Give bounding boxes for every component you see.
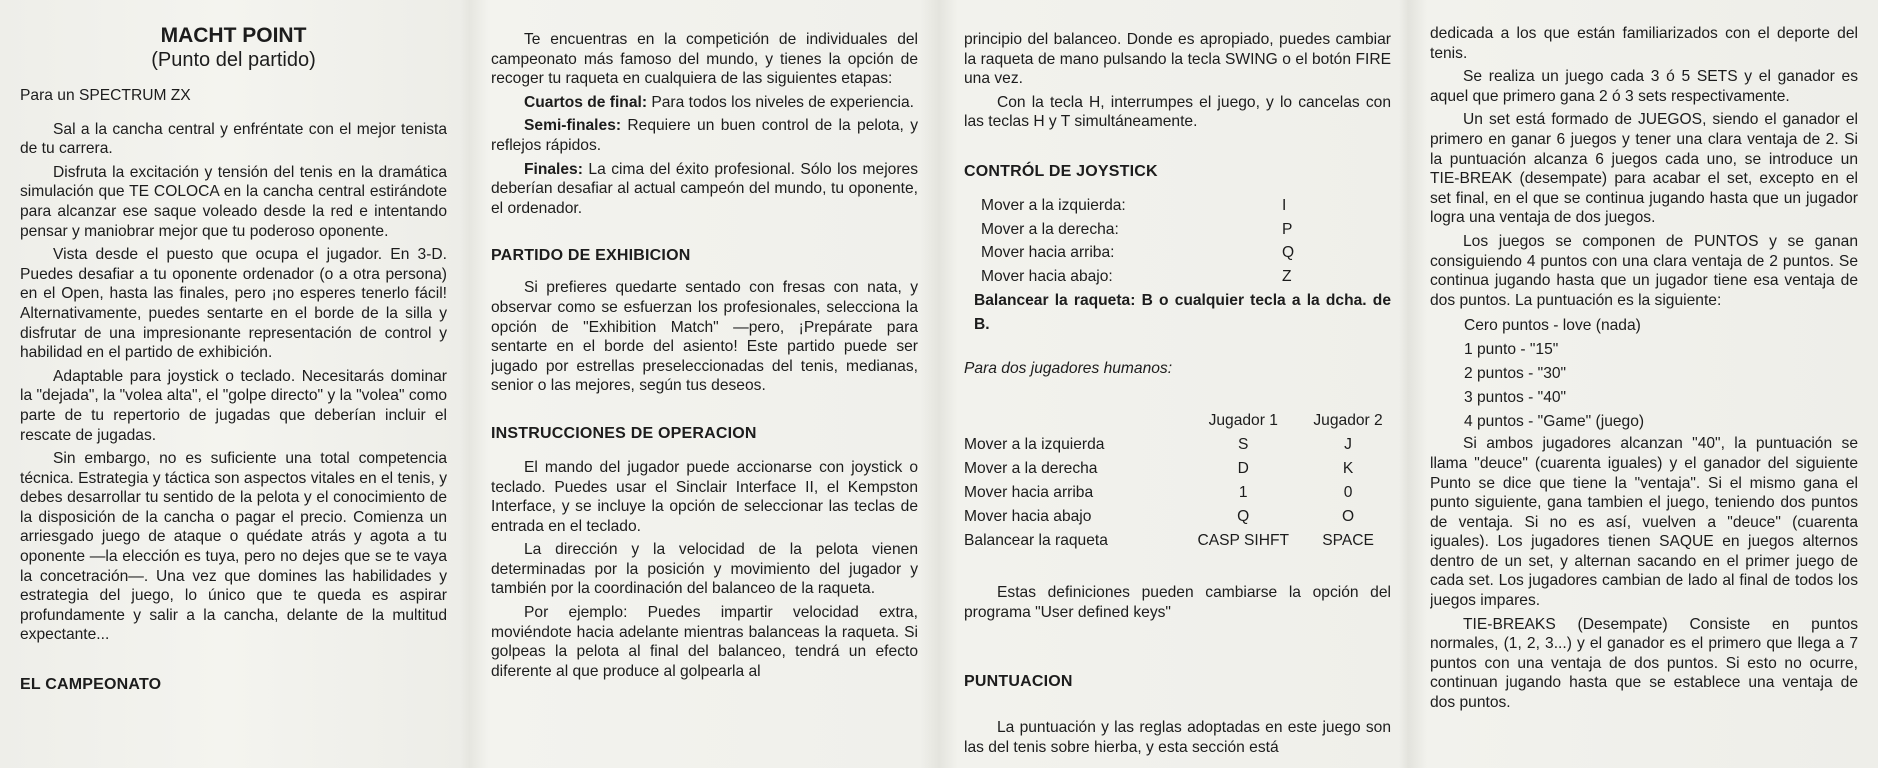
page-title: MACHT POINT [160, 24, 307, 47]
control-key: Z [1282, 267, 1292, 285]
table-cell: O [1341, 508, 1355, 526]
section-heading-puntuacion: PUNTUACION [964, 673, 1073, 691]
paragraph: Los juegos se componen de PUNTOS y se ganan consiguiendo 4 puntos con una clara ventaja de 2 puntos. Se continua jugando hasta que un jugador tiene esa ventaja de dos puntos. La puntuación es la siguiente: [1430, 232, 1858, 309]
list-item: 1 punto - "15" [1464, 341, 1559, 359]
control-label: Mover hacia arriba: [981, 244, 1115, 262]
table-cell: D [1237, 460, 1249, 478]
score-list [1430, 314, 1858, 434]
paragraph: dedicada a los que están familiarizados con el deporte del tenis. [1430, 25, 1858, 62]
table-row [964, 457, 1391, 481]
table-cell: Mover a la izquierda [964, 436, 1105, 454]
swing-instruction: Balancear la raqueta: B o cualquier tecla a la dcha. de B. [974, 292, 1391, 334]
table-cell: S [1238, 436, 1249, 454]
list-item: Cero puntos - love (nada) [1464, 317, 1641, 335]
control-row [964, 265, 1391, 289]
control-key: I [1282, 196, 1287, 214]
control-label: Mover a la derecha: [981, 220, 1119, 238]
stage-text: Para todos los niveles de experiencia. [647, 93, 915, 111]
section-heading-campeonato: EL CAMPEONATO [20, 676, 162, 694]
stage-label: Cuartos de final: [524, 93, 648, 111]
stage-text: La cima del éxito profesional. Sólo los mejores deberían desafiar al actual campeón del mundo, tu oponente, el ordenador. [491, 160, 918, 217]
control-key: P [1282, 220, 1293, 238]
table-cell: Q [1237, 508, 1250, 526]
stage-cuartos [491, 93, 918, 113]
table-row [964, 529, 1391, 553]
control-row [964, 194, 1391, 218]
control-label: Mover a la izquierda: [981, 196, 1126, 214]
table-cell: 0 [1343, 484, 1353, 502]
control-row [964, 241, 1391, 265]
paragraph: La puntuación y las reglas adoptadas en este juego son las del tenis sobre hierba, y esta sección está [964, 719, 1391, 756]
table-header-row [964, 409, 1391, 433]
table-cell: SPACE [1322, 532, 1374, 550]
table-header-cell [964, 409, 1181, 433]
control-row [964, 218, 1391, 242]
platform-line: Para un SPECTRUM ZX [20, 87, 191, 104]
table-cell: J [1344, 436, 1352, 454]
table-row [964, 481, 1391, 505]
control-label: Mover hacia abajo: [981, 267, 1113, 285]
list-item: 3 puntos - "40" [1464, 389, 1567, 407]
stage-semi [491, 116, 918, 155]
column-2 [491, 0, 918, 768]
paragraph: El mando del jugador puede accionarse con joystick o teclado. Puedes usar el Sinclair Interface II, el Kempston Interface, y se incluye la opción de seleccionar las teclas de entrada en el teclado. [491, 458, 918, 535]
two-player-table [964, 409, 1391, 553]
paragraph: La dirección y la velocidad de la pelota vienen determinadas por la posición y movimiento del jugador y también por la coordinación del balanceo de la raqueta. [491, 541, 918, 598]
paragraph: Se realiza un juego cada 3 ó 5 SETS y el ganador es aquel que primero gana 2 ó 3 sets respectivamente. [1430, 68, 1858, 105]
table-header-cell: Jugador 2 [1313, 412, 1383, 430]
stage-finales [491, 160, 918, 219]
two-players-label: Para dos jugadores humanos: [964, 360, 1173, 378]
table-row [964, 505, 1391, 529]
paragraph: Con la tecla H, interrumpes el juego, y lo cancelas con las teclas H y T simultáneamente. [964, 93, 1391, 131]
column-1 [20, 0, 447, 768]
paragraph: principio del balanceo. Donde es apropiado, puedes cambiar la raqueta de mano pulsando la tecla SWING o el botón FIRE una vez. [964, 31, 1391, 88]
table-cell: CASP SIHFT [1197, 532, 1290, 550]
paragraph: Estas definiciones pueden cambiarse la opción del programa "User defined keys" [964, 583, 1391, 621]
paragraph: Adaptable para joystick o teclado. Necesitarás dominar la "dejada", la "volea alta", el "golpe directo" y la "volea" como parte de tu repertorio de jugadas que deberían incluir el rescate de jugadas. [20, 367, 447, 444]
section-heading-instrucciones: INSTRUCCIONES DE OPERACION [491, 424, 757, 442]
paragraph: TIE-BREAKS (Desempate) Consiste en puntos normales, (1, 2, 3...) y el ganador es el primero que llega a 7 puntos con una ventaja de dos puntos. Si esto no ocurre, continuan jugando hasta que se establece una ventaja de dos puntos. [1430, 615, 1858, 712]
stage-label: Finales: [524, 160, 583, 178]
paragraph: Por ejemplo: Puedes impartir velocidad extra, moviéndote hacia adelante mientras balanceas la raqueta. Si golpeas la pelota al final del balanceo, tendrá un efecto diferente al que produce al golpearla al [491, 604, 918, 680]
table-cell: Mover hacia abajo [964, 508, 1092, 526]
table-cell: Mover a la derecha [964, 460, 1098, 478]
paragraph: Un set está formado de JUEGOS, siendo el ganador el primero en ganar 6 juegos y tener una clara ventaja de 2. Si la puntuación alcanza 6 juegos cada uno, se introduce un TIE-BREAK (desempate) para acabar el set, excepto en el set final, en el que se continua jugando hasta que un jugador logra una ventaja de dos juegos. [1430, 111, 1858, 227]
joystick-controls [964, 194, 1391, 288]
paragraph: Te encuentras en la competición de individuales del campeonato más famoso del mundo, y tienes la opción de recoger tu raqueta en cualquiera de las siguientes etapas: [491, 31, 918, 88]
paragraph: Vista desde el puesto que ocupa el jugador. En 3-D. Puedes desafiar a tu oponente ordenador (o a otra persona) en el Open, hasta las finales, pero ¡no esperes tenerlo fácil! Alternativamente, puedes sentarte en el borde de la silla y disfrutar de una impresionante representación de control y habilidad en el partido de exhibición. [20, 246, 447, 362]
paragraph: Si prefieres quedarte sentado con fresas con nata, y observar como se esfuerzan los profesionales, selecciona la opción de "Exhibition Match" —pero, ¡Prepárate para sentarte en el borde del asiento! Este partido puede ser jugado por estrellas preseleccionadas del tenis, medianas, senior o las mejores, según tus deseos. [491, 279, 918, 395]
section-heading-exhibicion: PARTIDO DE EXHIBICION [491, 247, 691, 265]
paragraph: Sal a la cancha central y enfréntate con el mejor tenista de tu carrera. [20, 120, 447, 158]
page-subtitle: (Punto del partido) [151, 49, 316, 71]
list-item: 4 puntos - "Game" (juego) [1464, 413, 1645, 431]
paragraph: Disfruta la excitación y tensión del tenis en la dramática simulación que TE COLOCA en la cancha central estirándote para alcanzar ese saque voleado desde la red e intentando pensar y maniobrar mejor que tu poderoso oponente. [20, 163, 447, 240]
paragraph: Si ambos jugadores alcanzan "40", la puntuación se llama "deuce" (cuarenta iguales) y el ganador del siguiente Punto se dice que tiene la "ventaja". Si el mismo gana el punto siguiente, gana tambien el juego, teniendo dos puntos de ventaja. Si no es así, vuelven a "deuce" (cuarenta iguales). Los jugadores tienen SAQUE en juegos alternos dentro de un set, y alternan sacando en el primer juego de cada set. Los jugadores cambian de lado al final de todos los juegos impares. [1430, 435, 1858, 610]
stage-label: Semi-finales: [524, 117, 622, 135]
paragraph: Sin embargo, no es suficiente una total competencia técnica. Estrategia y táctica son aspectos vitales en el tenis, y debes desarrollar tu sentido de la pelota y el conocimiento de la disposición de la cancha o pagar el precio. Comienza un arriesgado juego de ataque o quédate atrás y agota a tu oponente —la elección es tuya, pero no dejes que se te vaya la concetración—. Una vez que domines las habilidades y estrategia del juego, lo único que te queda es aspirar profundamente y salir a la cancha, delante de la multitud expectante... [20, 450, 447, 644]
list-item: 2 puntos - "30" [1464, 365, 1567, 383]
column-3 [964, 0, 1391, 768]
stage-text: Requiere un buen control de la pelota, y reflejos rápidos. [491, 117, 918, 154]
section-heading-joystick: CONTRÓL DE JOYSTICK [964, 162, 1158, 180]
table-row [964, 433, 1391, 457]
table-cell: 1 [1238, 484, 1248, 502]
table-cell: Balancear la raqueta [964, 532, 1108, 550]
control-key: Q [1282, 244, 1295, 262]
table-cell: Mover hacia arriba [964, 484, 1094, 502]
table-cell: K [1342, 460, 1354, 478]
table-header-cell: Jugador 1 [1208, 412, 1278, 430]
column-4 [1430, 0, 1858, 768]
